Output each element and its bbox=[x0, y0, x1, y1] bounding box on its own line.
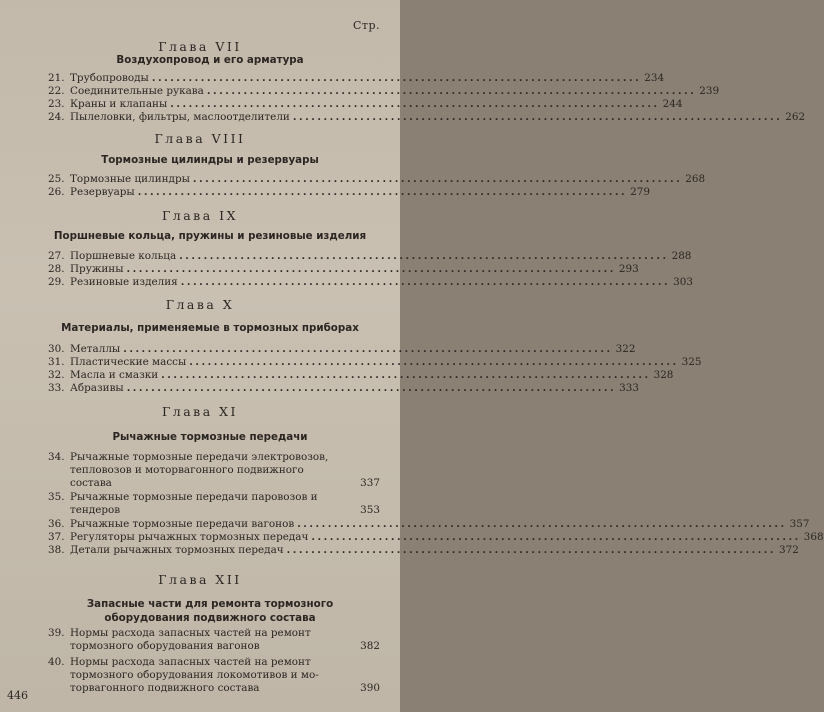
entry-page: 279 bbox=[630, 186, 650, 198]
leader-dots: ................................................................................ bbox=[192, 173, 683, 185]
entry-text: Краны и клапаны bbox=[70, 98, 168, 110]
page-number: 446 bbox=[7, 689, 28, 702]
chapter-title: Материалы, применяемые в тормозных приборах bbox=[61, 322, 359, 334]
entry-text-line: Рычажные тормозные передачи электровозов, bbox=[70, 451, 329, 463]
leader-dots: ................................................................................ bbox=[161, 369, 651, 381]
chapter-title: Тормозные цилиндры и резервуары bbox=[101, 154, 319, 166]
entry-number: 22. bbox=[48, 85, 65, 97]
entry-text: Рычажные тормозные передачи вагонов bbox=[70, 518, 295, 530]
entry-number: 32. bbox=[48, 369, 65, 381]
entry-number: 38. bbox=[48, 544, 65, 556]
leader-dots: ................................................................................ bbox=[137, 186, 628, 198]
entry-page: 262 bbox=[785, 111, 806, 123]
entry-number: 24. bbox=[48, 111, 65, 123]
toc-entry bbox=[48, 263, 639, 276]
entry-page: 268 bbox=[685, 173, 706, 185]
entry-text-line: тендеров bbox=[70, 504, 121, 516]
entry-text-line: торвагонного подвижного состава bbox=[70, 682, 260, 694]
entry-number: 40. bbox=[48, 656, 65, 668]
toc-entry bbox=[48, 491, 380, 517]
entry-page: 372 bbox=[779, 544, 799, 556]
entry-number: 28. bbox=[48, 263, 65, 275]
page-column-label: Стр. bbox=[352, 19, 380, 32]
entry-text: Металлы bbox=[70, 343, 121, 355]
entry-number: 25. bbox=[48, 173, 65, 185]
toc-entry bbox=[48, 72, 665, 85]
entry-text-line: Рычажные тормозные передачи паровозов и bbox=[70, 491, 318, 503]
chapter-title-line: Запасные части для ремонта тормозного bbox=[86, 598, 334, 610]
leader-dots: ................................................................................ bbox=[311, 531, 801, 543]
chapter-heading: Глава XII bbox=[158, 572, 242, 587]
entry-text: Пружины bbox=[70, 263, 124, 275]
toc-entry bbox=[48, 531, 824, 544]
toc-entry bbox=[48, 111, 806, 124]
entry-text: Тормозные цилиндры bbox=[70, 173, 190, 185]
leader-dots: ................................................................................ bbox=[170, 98, 660, 110]
chapter-heading: Глава X bbox=[165, 297, 235, 312]
entry-text-line: состава bbox=[70, 477, 112, 489]
entry-number: 33. bbox=[48, 382, 65, 394]
entry-number: 34. bbox=[48, 451, 65, 463]
chapter-title: Поршневые кольца, пружины и резиновые изделия bbox=[53, 230, 367, 242]
entry-text-line: Нормы расхода запасных частей на ремонт bbox=[70, 656, 311, 668]
entry-page: 234 bbox=[644, 72, 665, 84]
entry-page: 303 bbox=[673, 276, 693, 288]
toc-entry bbox=[48, 343, 636, 356]
entry-number: 36. bbox=[48, 518, 65, 530]
toc-entry bbox=[48, 173, 706, 186]
entry-text: Масла и смазки bbox=[70, 369, 159, 381]
entry-number: 31. bbox=[48, 356, 65, 368]
leader-dots: ................................................................................ bbox=[126, 263, 616, 275]
chapter-title bbox=[40, 597, 380, 625]
entry-text: Абразивы bbox=[70, 382, 124, 394]
entry-number: 27. bbox=[48, 250, 65, 262]
chapter-heading: Глава IX bbox=[162, 208, 238, 223]
chapter-heading: Глава VIII bbox=[154, 131, 246, 146]
toc-entry bbox=[48, 544, 799, 557]
entry-page: 293 bbox=[618, 263, 639, 275]
toc-entry bbox=[48, 627, 380, 653]
leader-dots: ................................................................................ bbox=[292, 111, 783, 123]
toc-entry bbox=[48, 451, 380, 490]
toc-entry bbox=[48, 518, 810, 531]
leader-dots: ................................................................................ bbox=[286, 544, 777, 556]
toc-entry bbox=[48, 276, 693, 289]
entry-number: 39. bbox=[48, 627, 65, 639]
leader-dots: ................................................................................ bbox=[206, 85, 697, 97]
toc-entry bbox=[48, 382, 639, 395]
entry-text: Пылеловки, фильтры, маслоотделители bbox=[70, 111, 290, 123]
chapter-heading: Глава XI bbox=[162, 404, 238, 419]
entry-page: 288 bbox=[671, 250, 692, 262]
leader-dots: ................................................................................ bbox=[123, 343, 613, 355]
entry-text: Регуляторы рычажных тормозных передач bbox=[70, 531, 309, 543]
entry-page: 244 bbox=[662, 98, 683, 110]
leader-dots: ................................................................................ bbox=[297, 518, 787, 530]
leader-dots: ................................................................................ bbox=[180, 276, 671, 288]
toc-entry bbox=[48, 356, 702, 369]
entry-text: Резиновые изделия bbox=[70, 276, 178, 288]
entry-page: 322 bbox=[615, 343, 636, 355]
entry-text: Трубопроводы bbox=[70, 72, 149, 84]
entry-text: Пластические массы bbox=[70, 356, 187, 368]
entry-text: Поршневые кольца bbox=[70, 250, 177, 262]
toc-entry bbox=[48, 656, 380, 695]
entry-number: 30. bbox=[48, 343, 65, 355]
entry-page: 333 bbox=[619, 382, 639, 394]
entry-page: 239 bbox=[699, 85, 720, 97]
chapter-title-line: оборудования подвижного состава bbox=[104, 612, 316, 624]
entry-page: 325 bbox=[681, 356, 702, 368]
chapter-title: Воздухопровод и его арматура bbox=[116, 54, 304, 66]
entry-number: 21. bbox=[48, 72, 65, 84]
entry-number: 26. bbox=[48, 186, 65, 198]
entry-page: 382 bbox=[360, 640, 380, 652]
toc-entry bbox=[48, 186, 650, 199]
toc-entry bbox=[48, 250, 692, 263]
toc-entry bbox=[48, 369, 674, 382]
entry-number: 29. bbox=[48, 276, 65, 288]
entry-number: 37. bbox=[48, 531, 65, 543]
entry-page: 357 bbox=[789, 518, 810, 530]
entry-number: 35. bbox=[48, 491, 65, 503]
entry-page: 368 bbox=[803, 531, 824, 543]
entry-text: Резервуары bbox=[70, 186, 135, 198]
toc-entry bbox=[48, 98, 683, 111]
chapter-title: Рычажные тормозные передачи bbox=[112, 431, 308, 443]
entry-text-line: тепловозов и моторвагонного подвижного bbox=[70, 464, 304, 476]
entry-text: Соединительные рукава bbox=[70, 85, 204, 97]
entry-page: 390 bbox=[360, 682, 380, 694]
entry-number: 23. bbox=[48, 98, 65, 110]
entry-text-line: тормозного оборудования локомотивов и мо- bbox=[70, 669, 319, 681]
toc-entry bbox=[48, 85, 720, 98]
entry-page: 328 bbox=[653, 369, 674, 381]
entry-text-line: Нормы расхода запасных частей на ремонт bbox=[70, 627, 311, 639]
leader-dots: ................................................................................ bbox=[151, 72, 642, 84]
leader-dots: ................................................................................ bbox=[126, 382, 617, 394]
entry-page: 337 bbox=[360, 477, 380, 489]
entry-page: 353 bbox=[360, 504, 380, 516]
leader-dots: ................................................................................ bbox=[179, 250, 669, 262]
entry-text-line: тормозного оборудования вагонов bbox=[70, 640, 260, 652]
entry-text: Детали рычажных тормозных передач bbox=[70, 544, 284, 556]
chapter-heading: Глава VII bbox=[158, 39, 242, 54]
leader-dots: ................................................................................ bbox=[189, 356, 679, 368]
